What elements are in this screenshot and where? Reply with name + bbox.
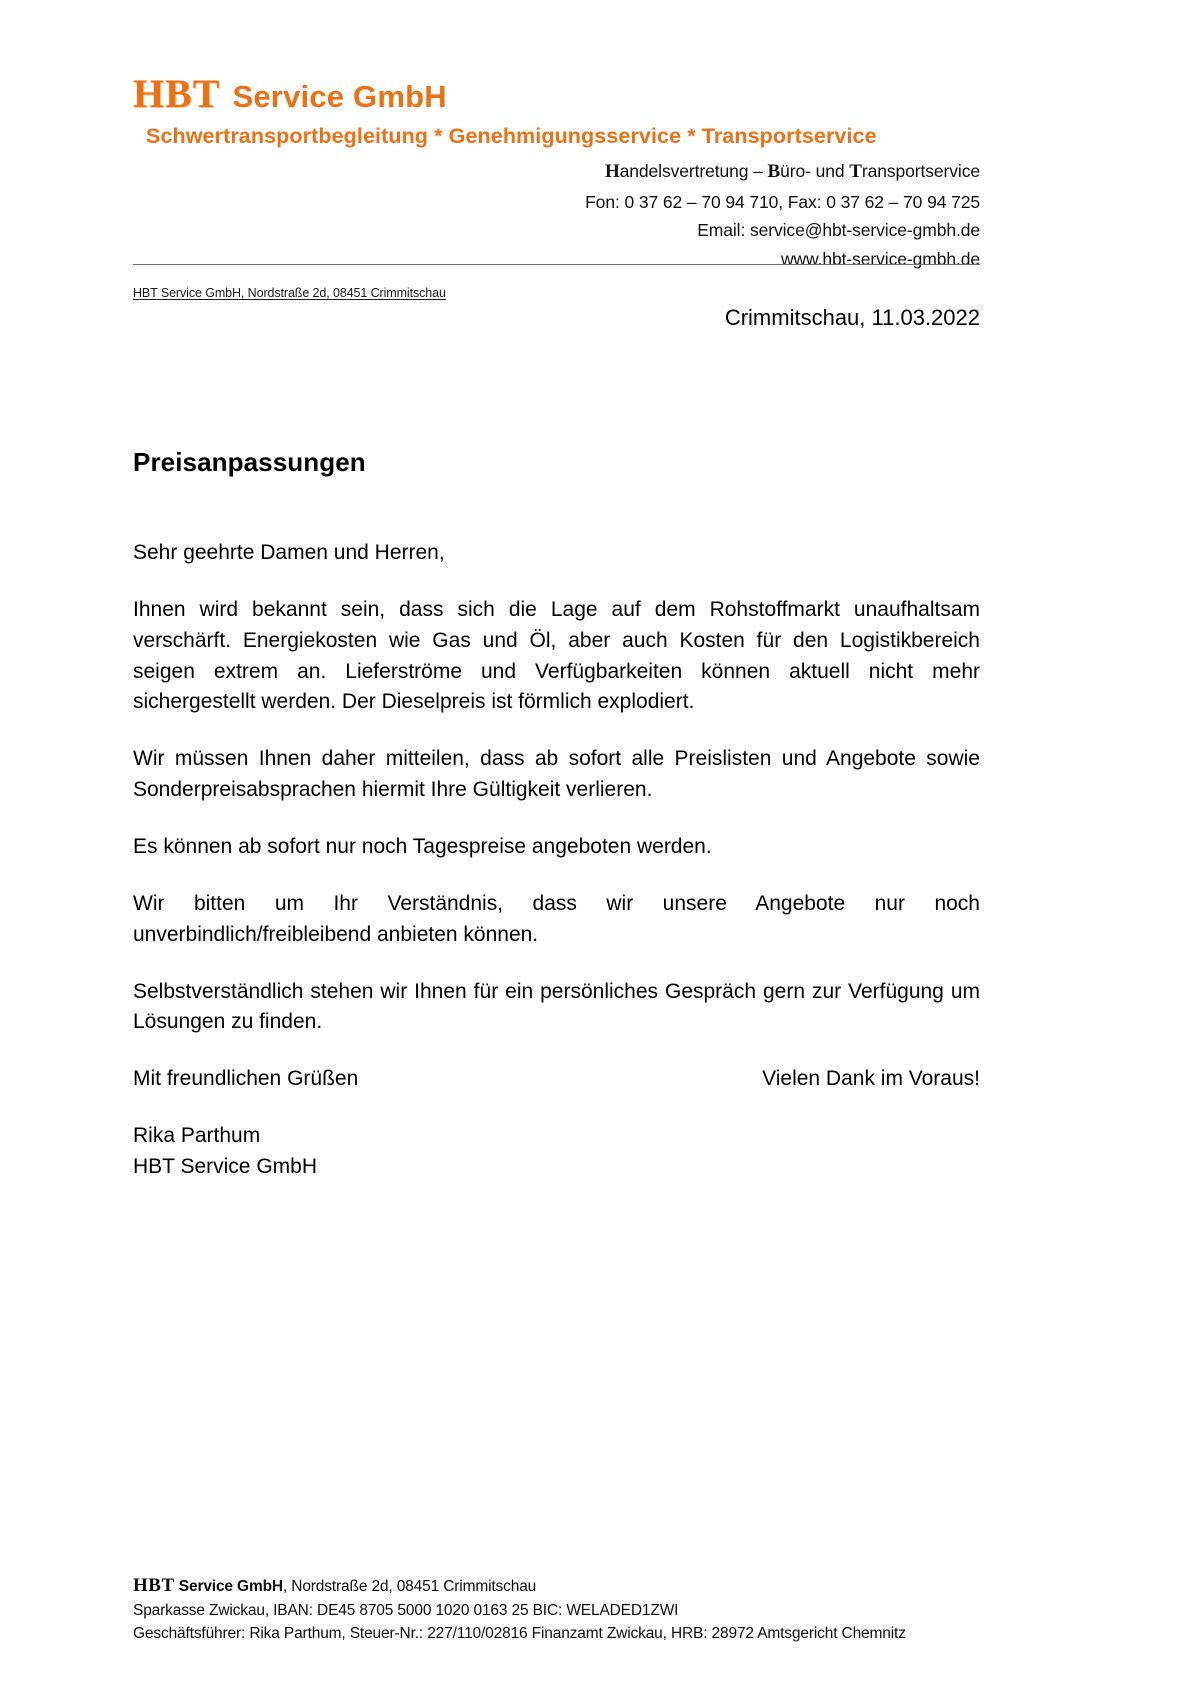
subject-heading: Preisanpassungen xyxy=(133,447,366,477)
footer-company-name: Service GmbH xyxy=(178,1578,283,1595)
company-tagline: Schwertransportbegleitung * Genehmigungsservice * Transportservice xyxy=(146,124,877,148)
closing-thanks: Vielen Dank im Voraus! xyxy=(762,1067,980,1091)
footer-logo-mark: HBT xyxy=(133,1575,175,1596)
email-line[interactable]: Email: service@hbt-service-gmbh.de xyxy=(697,220,980,241)
services-cap-b: B xyxy=(767,161,781,182)
phone-fax-line: Fon: 0 37 62 – 70 94 710, Fax: 0 37 62 – 70 94 725 xyxy=(585,191,980,212)
place-date: Crimmitschau, 11.03.2022 xyxy=(724,305,980,330)
signature-block xyxy=(133,1121,980,1183)
services-text-1: andelsvertretung – xyxy=(619,161,768,181)
services-line xyxy=(133,157,980,188)
signer-name: Rika Parthum xyxy=(133,1124,261,1148)
website-line[interactable]: www.hbt-service-gmbh.de xyxy=(780,249,980,269)
services-text-2: üro- und xyxy=(780,161,850,181)
salutation: Sehr geehrte Damen und Herren, xyxy=(133,541,445,564)
company-logo xyxy=(133,71,980,116)
footer-company-address: , Nordstraße 2d, 08451 Crimmitschau xyxy=(282,1578,537,1595)
contact-block xyxy=(133,157,980,274)
closing-row xyxy=(133,1064,980,1095)
services-cap-t: T xyxy=(849,161,862,182)
body-paragraph-2: Wir müssen Ihnen daher mitteilen, dass ab sofort alle Preislisten und Angebote sowie Sonderpreisabsprachen hiermit Ihre Gültigkeit verlieren. xyxy=(133,747,980,802)
body-paragraph-1: Ihnen wird bekannt sein, dass sich die Lage auf dem Rohstoffmarkt unaufhaltsam verschärft. Energiekosten wie Gas und Öl, aber auch Kosten für den Logistikbereich seigen extrem an. Lieferströme und Verfügbarkeiten können aktuell nicht mehr sichergestellt werden. Der Dieselpreis ist förmlich explodiert. xyxy=(133,597,980,714)
body-paragraph-5: Selbstverständlich stehen wir Ihnen für ein persönliches Gespräch gern zur Verfügung um Lösungen zu finden. xyxy=(133,979,980,1034)
footer-bank-line: Sparkasse Zwickau, IBAN: DE45 8705 5000 1020 0163 25 BIC: WELADED1ZWI xyxy=(133,1602,679,1620)
footer-company-line xyxy=(133,1572,1033,1600)
letter-body xyxy=(133,538,980,1209)
header-divider xyxy=(133,264,980,265)
services-cap-h: H xyxy=(604,161,620,182)
letter-footer xyxy=(133,1572,1033,1646)
body-paragraph-4: Wir bitten um Ihr Verständnis, dass wir unsere Angebote nur noch unverbindlich/freibleibend anbieten können. xyxy=(133,891,980,946)
services-text-3: ransportservice xyxy=(861,161,980,181)
body-paragraph-3: Es können ab sofort nur noch Tagespreise angeboten werden. xyxy=(133,835,712,859)
footer-legal-line: Geschäftsführer: Rika Parthum, Steuer-Nr.: 227/110/02816 Finanzamt Zwickau, HRB: 28972 Amtsgericht Chemnitz xyxy=(133,1625,906,1643)
closing-greeting: Mit freundlichen Grüßen xyxy=(133,1067,359,1091)
letterhead xyxy=(133,71,980,274)
logo-company-name: Service GmbH xyxy=(232,79,447,114)
signer-company: HBT Service GmbH xyxy=(133,1155,317,1179)
logo-mark-hbt: HBT xyxy=(133,71,221,116)
return-address: HBT Service GmbH, Nordstraße 2d, 08451 Crimmitschau xyxy=(133,286,446,300)
